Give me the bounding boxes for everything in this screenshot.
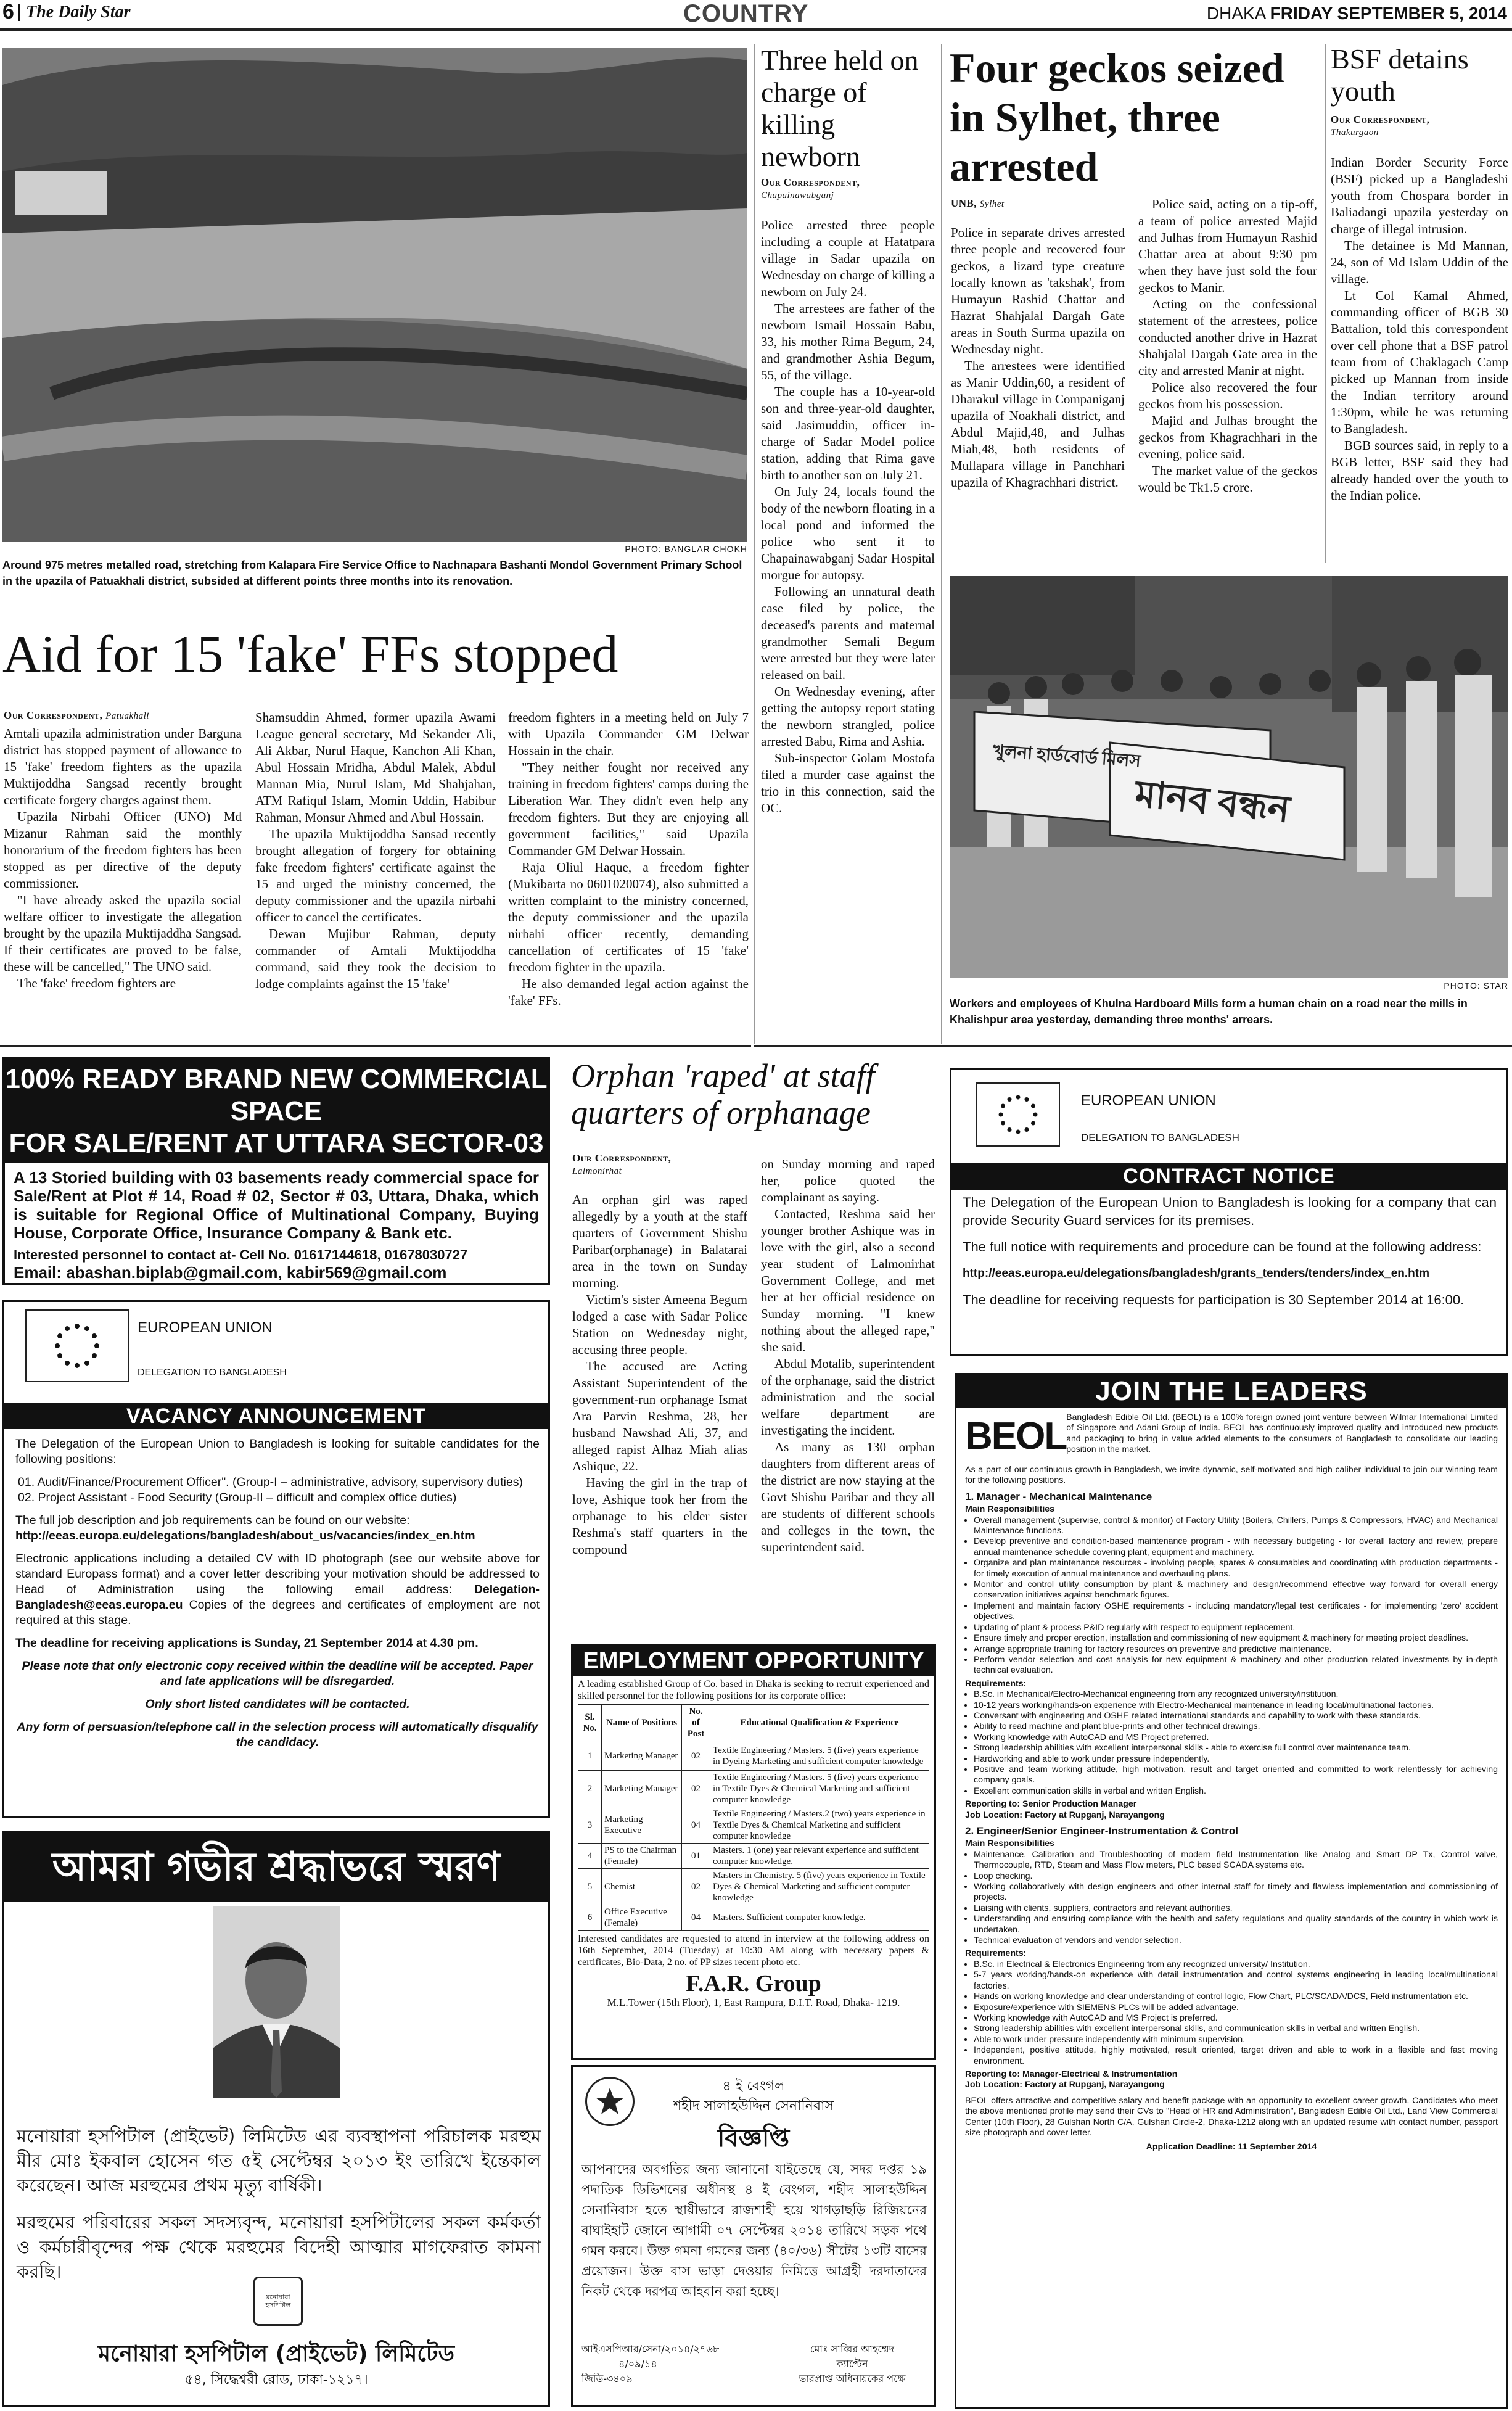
table-row — [578, 1869, 929, 1905]
eu-vac-position: 02. Project Assistant - Food Security (Group-II – difficult and complex office duties) — [18, 1491, 457, 1504]
army-ref — [581, 2342, 766, 2386]
aid-para: Dewan Mujibur Rahman, deputy commander of Amtali Muktijoddha command, said they took the decision to lodge complaints against the 15 'fake' — [255, 926, 496, 991]
gecko-col-2 — [1138, 196, 1317, 496]
list-item: • B.Sc. in Electrical & Electronics Engineering from any recognized university/ Institution. — [974, 1960, 1498, 1970]
memorial-headline: আমরা গভীর শ্রদ্ধাভরে স্মরণ — [4, 1832, 548, 1902]
orphan-byline-name: Our Correspondent, — [572, 1152, 672, 1164]
memorial-logo-text: মনোয়ারা হসপিটাল — [265, 2293, 291, 2309]
gecko-col-1 — [951, 225, 1125, 491]
list-item: • Excellent communication skills in verbal and written English. — [974, 1786, 1498, 1797]
memorial-logo — [253, 2277, 303, 2326]
newborn-para: The arrestees are father of the newborn Ismail Hossain Babu, 33, his mother Rima Begum, 24, and grandmother Ashia Begum, 55, of the village. — [761, 301, 935, 382]
memorial-para1: মনোয়ারা হসপিটাল (প্রাইভেট) লিমিটেড এর ব্যবস্থাপনা পরিচালক মরহুম মীর মোঃ ইকবাল হোসেন গত ৫ই সেপ্টেম্বর ২০১৩ ইং তারিখে ইন্তেকাল করেছেন। আজ মরহুমের প্রথম মৃত্যু বার্ষিকী। — [17, 2125, 541, 2196]
list-item: • Develop preventive and condition-based maintenance program - with necessary budgeting - for overall factory and review, prepare annual maintenance schedule covering plant, equipment and machinery. — [974, 1536, 1498, 1558]
list-item: • 10-12 years working/hands-on experience with Electro-Mechanical maintenance in leading local/multinational factories. — [974, 1700, 1498, 1711]
aid-para: The 'fake' freedom fighters are — [17, 976, 176, 991]
orphan-para: An orphan girl was raped allegedly by a youth at the staff quarters of Government Shishu Paribar(orphanage) in Balatarai area in the town on Sunday morning. — [572, 1192, 747, 1290]
cell-qualification: Masters in Chemistry. 5 (five) years experience in Textile Dyes & Chemical Marketing and sufficient computer knowledge — [710, 1869, 929, 1905]
orphan-col-1 — [572, 1192, 747, 1558]
newborn-byline — [761, 176, 934, 202]
beol-job1-resp-title: Main Responsibilities — [965, 1504, 1055, 1515]
orphan-para: Victim's sister Ameena Begum lodged a case with Sadar Police Station on Wednesday night, accusing three people. — [572, 1292, 747, 1357]
army-signatory — [776, 2342, 928, 2386]
aid-para: Amtali upazila administration under Barguna district has stopped payment of allowance to 15 'fake' freedom fighters as the upazila Muktijoddha Sangsad recently brought certificate forgery charges against them. — [4, 726, 242, 807]
beol-banner: JOIN THE LEADERS — [956, 1375, 1506, 1408]
beol-deadline: Application Deadline: 11 September 2014 — [1146, 2142, 1317, 2153]
eu-vac-delegation: DELEGATION TO BANGLADESH — [138, 1367, 287, 1378]
list-item: • Loop checking. — [974, 1871, 1498, 1882]
list-item: • Updating of plant & process P&ID regularly with respect to equipment replacement. — [974, 1623, 1498, 1633]
eu-vac-org: EUROPEAN UNION — [138, 1319, 273, 1336]
cell-position: Marketing Manager — [602, 1741, 682, 1771]
aid-byline-name: Our Correspondent, — [4, 709, 103, 721]
memorial-para2: মরহুমের পরিবারের সকল সদস্যবৃন্দ, মনোয়ারা হসপিটালের সকল কর্মকর্তা ও কর্মচারীবৃন্দের পক্ষ থেকে মরহুমের বিদেহী আত্মার মাগফেরাত কামনা করছি। — [17, 2212, 541, 2282]
eu-vac-note1: Please note that only electronic copy received within the deadline will be accepted. Paper and late applications will be disregarded. — [22, 1659, 533, 1688]
bsf-body — [1331, 154, 1508, 504]
col-header: No. of Post — [682, 1705, 710, 1741]
orphan-headline: Orphan 'raped' at staff quarters of orphanage — [571, 1057, 875, 1131]
cell-position: Office Executive (Female) — [602, 1905, 682, 1931]
road-photo-caption: Around 975 metres metalled road, stretching from Kalapara Fire Service Office to Nachnapara Bashanti Mondol Government Primary School in the upazila of Patuakhali district, subsided at different points three months into its renovation. — [2, 559, 742, 587]
beol-logo-text: BEOL — [965, 1415, 1067, 1457]
bsf-byline — [1331, 113, 1429, 139]
road-photo-image — [2, 48, 747, 542]
newborn-byline-name: Our Correspondent, — [761, 176, 860, 188]
orphan-para: As many as 130 orphan daughters from different areas of the district are now staying at the Govt Shishu Paribar and they all are students of different schools and colleges in the town, the superintendent said. — [761, 1440, 935, 1554]
list-item: • Perform vendor selection and cost analysis for new equipment & machinery and other production related investments by in-depth technical evaluation. — [974, 1655, 1498, 1676]
memorial-org: মনোয়ারা হসপিটাল (প্রাইভেট) লিমিটেড — [97, 2341, 455, 2367]
ad-space-body: A 13 Storied building with 03 basements ready commercial space for Sale/Rent at Plot # 14, Road # 02, Sector # 03, Uttara, Dhaka, which is suitable for Regional Office of Multinational Company, Buying House, Corporate Office, Insurance Company & Bank etc. — [14, 1168, 539, 1242]
beol-job2-resp — [965, 1850, 1498, 1947]
employment-table — [578, 1704, 929, 1931]
cell-sl: 4 — [578, 1844, 602, 1869]
eu-contract-content — [963, 1193, 1497, 1309]
eu-stars-icon — [990, 1093, 1046, 1136]
newborn-para: Following an unnatural death case filed by police, the deceased's parents and maternal grandmother Semali Begum were arrested but they were later released on bail. — [761, 584, 935, 682]
ad-eu-vacancy — [2, 1300, 550, 1818]
list-item: • Exposure/experience with SIEMENS PLCs will be added advantage. — [974, 2003, 1498, 2013]
ad-eu-contract — [950, 1068, 1508, 1356]
eu-contract-deadline: The deadline for receiving requests for participation is 30 September 2014 at 16:00. — [963, 1292, 1465, 1308]
list-item: • Implement and maintain factory OSHE requirements - including mandatory/legal test certificates - for implementing 'zero' accident objectives. — [974, 1601, 1498, 1623]
table-row — [578, 1771, 929, 1807]
bsf-para: BGB sources said, in reply to a BGB letter, BSF said they had already handed over the youth to the Indian police. — [1331, 438, 1508, 503]
eu-vac-apply1: Electronic applications including a detailed CV with ID photograph (see our website above for standard Europass format) and a cover letter describing your motivation should be addressed to Head of Administration using the following email address: — [15, 1552, 540, 1596]
aid-para: "They neither fought nor received any training in freedom fighters' camps during the Liberation War. They didn't even help any freedom fighters. But they are enjoying all government facilities," said Upazila Commander GM Delwar Hossain. — [508, 760, 749, 858]
army-signatory-rank: ক্যাপ্টেন — [836, 2358, 868, 2370]
list-item: • Positive and team working attitude, high motivation, result and target oriented and committed to work relentlessly for achieving company goals. — [974, 1765, 1498, 1786]
list-item: • Monitor and control utility consumption by plant & machinery and design/recommend effective way forward for overall energy conservation initiatives against benchmark figures. — [974, 1580, 1498, 1601]
table-row — [578, 1741, 929, 1771]
army-unit: ৪ ই বেংগল — [722, 2079, 785, 2094]
col-header: Sl. No. — [578, 1705, 602, 1741]
bsf-para: Lt Col Kamal Ahmed, commanding officer of BGB 30 Battalion, told this correspondent over cell phone that a BSF patrol team from of Chaklagach Camp picked up Mannan from inside the Indian territory around 1:30pm, while he was returning to Bangladesh. — [1331, 288, 1508, 436]
col-header: Educational Qualification & Experience — [710, 1705, 929, 1741]
gecko-byline-place: Sylhet — [979, 199, 1005, 209]
beol-job1-resp — [965, 1515, 1498, 1676]
list-item: • Maintenance, Calibration and Troubleshooting of modern field Instrumentation like Analog and Smart DP Tx, Control valve, Thermocouple, RTD, Steam and Mass Flow meters, PLC based SCADA systems etc. — [974, 1850, 1498, 1871]
list-item: • Organize and plan maintenance resources - involving people, spares & consumables and coordinating with production departments - for timely execution of annual maintenance and overhauling plans. — [974, 1558, 1498, 1580]
beol-intro — [965, 1412, 1498, 1461]
newborn-headline: Three held on charge of killing newborn — [761, 44, 919, 172]
aid-para: Raja Oliul Haque, a freedom fighter (Mukibarta no 0601020074), also submitted a written complaint to the ministry concerned, the deputy commissioner and the upazila nirbahi officer recently, demanding cancellation of certificates of 15 'fake' freedom fighter in the upazila. — [508, 860, 749, 975]
col-divider — [754, 44, 755, 1044]
dateline-date: FRIDAY SEPTEMBER 5, 2014 — [1270, 4, 1507, 23]
army-cantonment: শহীদ সালাহউদ্দিন সেনানিবাস — [673, 2098, 834, 2114]
orphan-para: Having the girl in the trap of love, Ashique took her from the orphanage to his elder sister Reshma's staff quarters in the compound — [572, 1475, 747, 1557]
beol-job2-resp-title: Main Responsibilities — [965, 1839, 1055, 1849]
masthead — [0, 0, 1512, 27]
col-header: Name of Positions — [602, 1705, 682, 1741]
dateline — [1207, 4, 1507, 23]
beol-job1-req-title: Requirements: — [965, 1678, 1027, 1689]
bsf-byline-name: Our Correspondent, — [1331, 113, 1430, 125]
list-item: • Working knowledge with AutoCAD and MS Project preferred. — [974, 1733, 1498, 1743]
list-item: • Hands on working knowledge and clear understanding of control logic, Flow Chart, PLC/SCADA/DCS, Field instrumentation etc. — [974, 1992, 1498, 2002]
orphan-col-2 — [761, 1156, 935, 1556]
beol-job1-location: Job Location: Factory at Rupganj, Narayangong — [965, 1810, 1165, 1820]
beol-job2-req — [965, 1960, 1498, 2067]
banner-text-2: খুলনা হার্ডবোর্ড মিলস — [992, 741, 1141, 772]
list-item: • Liaising with clients, suppliers, contractors and relevant authorities. — [974, 1903, 1498, 1914]
eu-vac-apply-email[interactable]: Delegation-Bangladesh@eeas.europa.eu — [15, 1583, 540, 1612]
eu-vac-deadline: The deadline for receiving applications is Sunday, 21 September 2014 at 4.30 pm. — [15, 1636, 479, 1650]
gecko-para: The market value of the geckos would be Tk1.5 crore. — [1138, 463, 1317, 495]
eu-vac-note2: Only short listed candidates will be contacted. — [145, 1697, 410, 1711]
cell-posts: 01 — [682, 1844, 710, 1869]
employment-address: M.L.Tower (15th Floor), 1, East Rampura, D.I.T. Road, Dhaka- 1219. — [607, 1997, 900, 2008]
army-ref-date: ৪/০৯/১৪ — [618, 2358, 657, 2370]
cell-qualification: Textile Engineering / Masters.2 (two) years experience in Textile Dyes & Chemical Marketing and sufficient computer knowledge — [710, 1807, 929, 1844]
beol-growth: As a part of our continuous growth in Bangladesh, we invite dynamic, self-motivated and high caliber individual to join our winning team for the following positions. — [965, 1465, 1498, 1486]
newborn-para: Sub-inspector Golam Mostofa filed a murder case against the trio in this connection, said the OC. — [761, 751, 935, 815]
army-ref-no: আইএসপিআর/সেনা/২০১৪/২৭৬৮ — [581, 2343, 720, 2355]
eu-contract-org: EUROPEAN UNION — [1081, 1092, 1216, 1109]
memorial-address: ৫৪, সিদ্ধেশ্বরী রোড, ঢাকা-১২১৭। — [184, 2372, 368, 2388]
eu-vac-content — [15, 1436, 540, 1750]
aid-para: Shamsuddin Ahmed, former upazila Awami League general secretary, Md Sekander Ali, Ali Akbar, Nurul Haque, Kanchon Ali Khan, Abul Hossain Mridha, Abdul Malek, Abdul Mannan Mia, Nurul Islam, Md Shahjahan, ATM Rafiqul Islam, Momin Uddin, Habibur Rahman, Monsur Ahmed and Abul Hossain. — [255, 710, 496, 825]
aid-col-1 — [4, 725, 242, 992]
aid-para: The upazila Muktijoddha Sansad recently brought allegation of forgery for obtaining fake freedom fighters' certificate against the 15 and urged the ministry concerned, the deputy commissioner and the upazila nirbahi officer to cancel the certificates. — [255, 826, 496, 925]
beol-content — [956, 1408, 1506, 2157]
list-item: • B.Sc. in Mechanical/Electro-Mechanical engineering from any recognized university/institution. — [974, 1689, 1498, 1700]
eu-flag-icon — [976, 1082, 1060, 1147]
list-item: • Technical evaluation of vendors and vendor selection. — [974, 1935, 1498, 1946]
orphan-para: Contacted, Reshma said her younger brother Ashique was in love with the girl, also a second year student of Lalmonirhat Government College, and met her at her official residence on Sunday morning. "I knew nothing about the alleged rape," she said. — [761, 1206, 935, 1354]
gecko-byline-name: UNB, — [951, 197, 977, 209]
eu-vac-apply — [15, 1551, 540, 1628]
list-item: • Hardworking and able to work under pressure independently. — [974, 1754, 1498, 1765]
employment-footer: Interested candidates are requested to attend in interview at the following address on 16th September, 2014 (Tuesday) at 10:30 AM along with necessary papers & certificates, Bio-Data, 2 no. of PP sizes recent photo etc. — [578, 1934, 929, 1968]
ad-space-headline2: FOR SALE/RENT AT UTTARA SECTOR-03 — [9, 1128, 544, 1158]
beol-job1-req — [965, 1689, 1498, 1797]
eu-vac-banner: VACANCY ANNOUNCEMENT — [4, 1403, 548, 1429]
cell-posts: 04 — [682, 1807, 710, 1844]
newborn-para: The couple has a 10-year-old son and three-year-old daughter, said Jasimuddin, officer in-charge of Sadar Model police station, adding that Rima gave birth to another son on July 21. — [761, 384, 935, 482]
cell-position: Marketing Executive — [602, 1807, 682, 1844]
eu-vac-url[interactable]: http://eeas.europa.eu/delegations/bangladesh/about_us/vacancies/index_en.htm — [15, 1529, 475, 1543]
cell-qualification: Textile Engineering / Masters. 5 (five) years experience in Dyeing Marketing and sufficient computer knowledge — [710, 1741, 929, 1771]
beol-job2-reporting: Reporting to: Manager-Electrical & Instrumentation — [965, 2069, 1178, 2079]
orphan-para: on Sunday morning and raped her, police quoted the complainant as saying. — [761, 1156, 935, 1205]
list-item: • Overall management (supervise, control & monitor) of Factory Utility (Boilers, Chillers, Pumps & Compressors, HVAC) and Mechanical Maintenance functions. — [974, 1515, 1498, 1537]
beol-closing: BEOL offers attractive and competitive salary and benefit package with an opportunity to excellent career growth. Candidates who meet the above mentioned profile may send their CVs to "Head of HR and Administration", Bangladesh Edible Oil Ltd., Land View Commercial Center (10th Floor), 28 Gulshan North C/A, Gulshan Circle-2, Dhaka-1212 along with an updated resume with contact number, passport size photograph and cover letter. — [965, 2095, 1498, 2138]
list-item: • Strong leadership abilities with excellent interpersonal skills, and communication skills in verbal and written English. — [974, 2024, 1498, 2034]
aid-para: freedom fighters in a meeting held on July 7 with Upazila Commander GM Delwar Hossain in the chair. — [508, 710, 749, 758]
bsf-headline: BSF detains youth — [1331, 43, 1469, 107]
army-signatory-for: ভারপ্রাপ্ত অধিনায়কের পক্ষে — [799, 2373, 906, 2384]
ad-beol — [955, 1373, 1508, 2409]
employment-header-row — [578, 1705, 929, 1741]
paper-name: The Daily Star — [26, 2, 131, 22]
road-photo-credit: PHOTO: BANGLAR CHOKH — [625, 544, 747, 554]
beol-job2-req-title: Requirements: — [965, 1948, 1027, 1959]
table-row — [578, 1905, 929, 1931]
banner-text-1: মানব বন্ধন — [1133, 773, 1292, 830]
eu-flag-icon — [25, 1309, 129, 1382]
aid-col-2 — [255, 709, 496, 992]
gecko-para: Majid and Julhas brought the geckos from Khagrachhari in the evening, police said. — [1138, 413, 1317, 461]
eu-vac-note3: Any form of persuasion/telephone call in the selection process will automatically disqualify the candidacy. — [17, 1720, 538, 1749]
eu-vac-details: The full job description and job requirements can be found on our website: — [15, 1514, 410, 1527]
list-item: • Able to work under pressure independently with minimum supervision. — [974, 2035, 1498, 2045]
cell-position: Chemist — [602, 1869, 682, 1905]
gecko-para: Police in separate drives arrested three people and recovered four geckos, a lizard type creature locally known as 'takshak', from Humayun Rashid Chattar and Hazrat Shahjalal Dargah Gate areas in South Surma upazila on Wednesday night. — [951, 225, 1125, 356]
ad-space-banner — [5, 1060, 548, 1163]
orphan-byline-place: Lalmonirhat — [572, 1166, 622, 1176]
bsf-para: The detainee is Md Mannan, 24, son of Md Islam Uddin of the village. — [1331, 238, 1508, 286]
memorial-portrait — [213, 1906, 340, 2098]
cell-posts: 04 — [682, 1905, 710, 1931]
orphan-para: The accused are Acting Assistant Superintendent of the government-run orphanage Ismat Ara Parvin Reshma, 28, her husband Nawshad Ali, 37, and alleged rapist Alhaz Miah alias Ashique, 22. — [572, 1359, 747, 1473]
ad-space-contact: Interested personnel to contact at- Cell No. 01617144618, 01678030727 — [14, 1247, 468, 1263]
ad-army-notice — [571, 2065, 936, 2407]
masthead-rule — [0, 28, 1512, 31]
ad-commercial-space — [2, 1057, 550, 1285]
section-name: COUNTRY — [683, 0, 809, 27]
col-divider — [1325, 44, 1326, 563]
eu-vac-apply2: Copies of the degrees and certificates of employment are not required at this stage. — [15, 1598, 540, 1627]
aid-byline-place: Patuakhali — [105, 711, 149, 721]
list-item: • Ability to read machine and plant blue-prints and other technical drawings. — [974, 1721, 1498, 1732]
newborn-body — [761, 217, 935, 817]
cell-sl: 2 — [578, 1771, 602, 1807]
mid-rule — [754, 1045, 1512, 1047]
eu-contract-intro: The Delegation of the European Union to Bangladesh is looking for a company that can provide Security Guard services for its premises. — [963, 1195, 1497, 1228]
army-title: বিজ্ঞপ্তি — [717, 2124, 790, 2153]
newborn-byline-place: Chapainawabganj — [761, 191, 834, 200]
newborn-para: Police arrested three people including a couple at Hatatpara village in Sadar upazila on Wednesday on charge of killing a newborn on July 24. — [761, 218, 935, 299]
eu-vac-intro: The Delegation of the European Union to Bangladesh is looking for suitable candidates for the following positions: — [15, 1437, 540, 1466]
eu-contract-delegation: DELEGATION TO BANGLADESH — [1081, 1132, 1239, 1144]
employment-company: F.A.R. Group — [686, 1971, 821, 1997]
gecko-para: The arrestees were identified as Manir Uddin,60, a resident of Dharakul village in Companiganj upazila of Noakhali district, and Abdul Majid,48, and Julhas Miah,48, both residents of Mullapara village in Panchhari upazila of Khagrachhari district. — [951, 358, 1125, 490]
aid-bottom-rule — [0, 1045, 751, 1047]
table-row — [578, 1807, 929, 1844]
list-item: • Strong leadership abilities with excellent interpersonal skills - able to exercise full control over maintenance team. — [974, 1743, 1498, 1754]
list-item: • Independent, positive attitude, highly motivated, result oriented, target driven and able to work in a flexible and fast moving environment. — [974, 2045, 1498, 2067]
cell-posts: 02 — [682, 1741, 710, 1771]
list-item: • Conversant with engineering and OSHE related international standards and capability to work with these standards. — [974, 1711, 1498, 1721]
cell-posts: 02 — [682, 1869, 710, 1905]
cell-sl: 5 — [578, 1869, 602, 1905]
beol-job1-title: 1. Manager - Mechanical Maintenance — [965, 1490, 1152, 1502]
list-item: • Working knowledge with AutoCAD and MS Project is preferred. — [974, 2013, 1498, 2024]
cell-qualification: Textile Engineering / Masters. 5 (five) years experience in Textile Dyes & Chemical Marketing and sufficient computer knowledge — [710, 1771, 929, 1807]
gecko-para: Police said, acting on a tip-off, a team of police arrested Majid and Julhas from Humayun Rashid Chattar area at about 9:30 pm when they have just sold the four geckos to Manir. — [1138, 197, 1317, 295]
employment-banner: EMPLOYMENT OPPORTUNITY — [573, 1646, 934, 1676]
col-divider — [941, 44, 942, 1044]
eu-contract-url[interactable]: http://eeas.europa.eu/delegations/bangladesh/grants_tenders/tenders/index_en.htm — [963, 1267, 1430, 1280]
table-row — [578, 1844, 929, 1869]
cell-qualification: Masters. 1 (one) year relevant experience and sufficient computer knowledge. — [710, 1844, 929, 1869]
dateline-city: DHAKA — [1206, 4, 1265, 23]
aid-para: He also demanded legal action against the 'fake' FFs. — [508, 976, 749, 1008]
eu-contract-banner: CONTRACT NOTICE — [951, 1163, 1506, 1190]
list-item: • Working collaboratively with design engineers and other internal staff for timely and flawless implementation and commissioning of projects. — [974, 1882, 1498, 1903]
cell-posts: 02 — [682, 1771, 710, 1807]
road-photo — [2, 48, 747, 542]
eu-contract-notice: The full notice with requirements and procedure can be found at the following address: — [963, 1239, 1482, 1255]
ad-space-email: Email: abashan.biplab@gmail.com, kabir569@gmail.com — [14, 1263, 447, 1282]
cell-sl: 6 — [578, 1905, 602, 1931]
aid-para: "I have already asked the upazila social welfare officer to investigate the allegation brought by the upazila Muktijaddha Sangsad. If their certificates are proved to be false, these will be cancelled," The UNO said. — [4, 892, 242, 974]
orphan-para: Abdul Motalib, superintendent of the orphanage, said the district administration and the social welfare department are investigating the incident. — [761, 1356, 935, 1438]
ad-space-headline1: 100% READY BRAND NEW COMMERCIAL SPACE — [5, 1064, 548, 1126]
bsf-para: Indian Border Security Force (BSF) picked up a Bangladeshi youth from Chospara border in Baliadangi upazila yesterday on charge of illegal intrusion. — [1331, 155, 1508, 236]
human-chain-photo — [950, 576, 1508, 978]
aid-headline: Aid for 15 'fake' FFs stopped — [2, 624, 618, 683]
eu-vac-position: 01. Audit/Finance/Procurement Officer". (Group-I – administrative, advisory, supervisory duties) — [18, 1475, 524, 1489]
bsf-byline-place: Thakurgaon — [1331, 128, 1379, 138]
list-item: • Ensure timely and proper erection, installation and commissioning of new equipment & machinery for meeting project deadlines. — [974, 1633, 1498, 1644]
employment-intro: A leading established Group of Co. based in Dhaka is seeking to recruit experienced and skilled personnel for the following positions for its corporate office: — [578, 1679, 929, 1701]
page-number-divider — [18, 4, 20, 21]
cell-position: PS to the Chairman (Female) — [602, 1844, 682, 1869]
beol-job1-reporting: Reporting to: Senior Production Manager — [965, 1799, 1137, 1810]
army-ref-gd: জিডি-৩৪০৯ — [581, 2373, 633, 2384]
cell-sl: 1 — [578, 1741, 602, 1771]
eu-stars-icon — [42, 1321, 113, 1370]
list-item: • Understanding and ensuring compliance with the health and safety regulations and quality standards of the country in which work is undertaken. — [974, 1914, 1498, 1935]
gecko-byline — [951, 197, 1005, 210]
cell-position: Marketing Manager — [602, 1771, 682, 1807]
aid-col-3 — [508, 709, 749, 1009]
orphan-byline — [572, 1152, 671, 1177]
army-body: আপনাদের অবগতির জন্য জানানো যাইতেছে যে, সদর দপ্তর ১৯ পদাতিক ডিভিশনের অধীনস্থ ৪ ই বেংগল, শহীদ সালাহউদ্দিন সেনানিবাস হতে স্থায়ীভাবে রাজশাহী হয়ে খাগড়াছড়ি রিজিয়নের বাঘাইহাট জোনে আগামী ০৭ সেপ্টেম্বর ২০১৪ তারিখে সড়ক পথে গমন করবে। উক্ত গমনা গমনের জন্য (৪০/৩৬) সীটের ১৩টি বাসের প্রয়োজন। উক্ত বাস ভাড়া দেওয়ার নিমিত্তে আগ্রহী দরদাতাদের নিকট থেকে দরপত্র আহবান করা হচ্ছে। — [581, 2162, 927, 2299]
beol-company-intro: Bangladesh Edible Oil Ltd. (BEOL) is a 100% foreign owned joint venture between Wilmar International Limited of Singapore and Adani Group of India. BEOL has continuously improved quality and introduced new products and packaging to bring in value added elements to the consumers of Bangladesh to consolidate our leading position in the market. — [1066, 1412, 1498, 1454]
gecko-headline: Four geckos seized in Sylhet, three arrested — [950, 44, 1284, 190]
ad-employment — [571, 1644, 936, 2060]
newborn-para: On Wednesday evening, after getting the autopsy report stating the newborn strangled, police arrested Babu, Rima and Ashia. — [761, 684, 935, 749]
beol-job2-title: 2. Engineer/Senior Engineer-Instrumentation & Control — [965, 1825, 1238, 1837]
employment-table-wrap — [573, 1704, 934, 1931]
human-chain-credit: PHOTO: STAR — [1444, 981, 1508, 991]
ad-memorial — [2, 1831, 550, 2407]
cell-qualification: Masters. Sufficient computer knowledge. — [710, 1905, 929, 1931]
list-item: • Arrange appropriate training for factory resources on preventive and predictive maintenance. — [974, 1644, 1498, 1655]
beol-logo — [965, 1412, 1066, 1461]
human-chain-caption: Workers and employees of Khulna Hardboard Mills form a human chain on a road near the mills in Khalishpur area yesterday, demanding three months' arrears. — [950, 997, 1468, 1026]
army-signatory-name: মোঃ সাব্বির আহম্মেদ — [810, 2343, 894, 2355]
gecko-para: Police also recovered the four geckos from his possession. — [1138, 380, 1317, 411]
beol-job2-location: Job Location: Factory at Rupganj, Narayangong — [965, 2080, 1165, 2090]
gecko-para: Acting on the confessional statement of the arrestees, police conducted another drive in Hazrat Shahjalal Dargah Gate area in the city and arrested Manir at night. — [1138, 297, 1317, 378]
aid-para: Upazila Nirbahi Officer (UNO) Md Mizanur Rahman said the monthly honorarium of the freedom fighters has been stopped as per directive of the deputy commissioner. — [4, 809, 242, 891]
portrait-image — [213, 1906, 340, 2098]
cell-sl: 3 — [578, 1807, 602, 1844]
newborn-para: On July 24, locals found the body of the newborn floating in a local pond and informed the police who sent it to Chapainawabganj Sadar Hospital morgue for autopsy. — [761, 484, 935, 582]
list-item: • 5-7 years working/hands-on experience with detail instrumentation and control systems engineering in leading local/multinational factories. — [974, 1970, 1498, 1992]
page-number: 6 — [2, 0, 14, 23]
aid-byline — [4, 709, 149, 722]
